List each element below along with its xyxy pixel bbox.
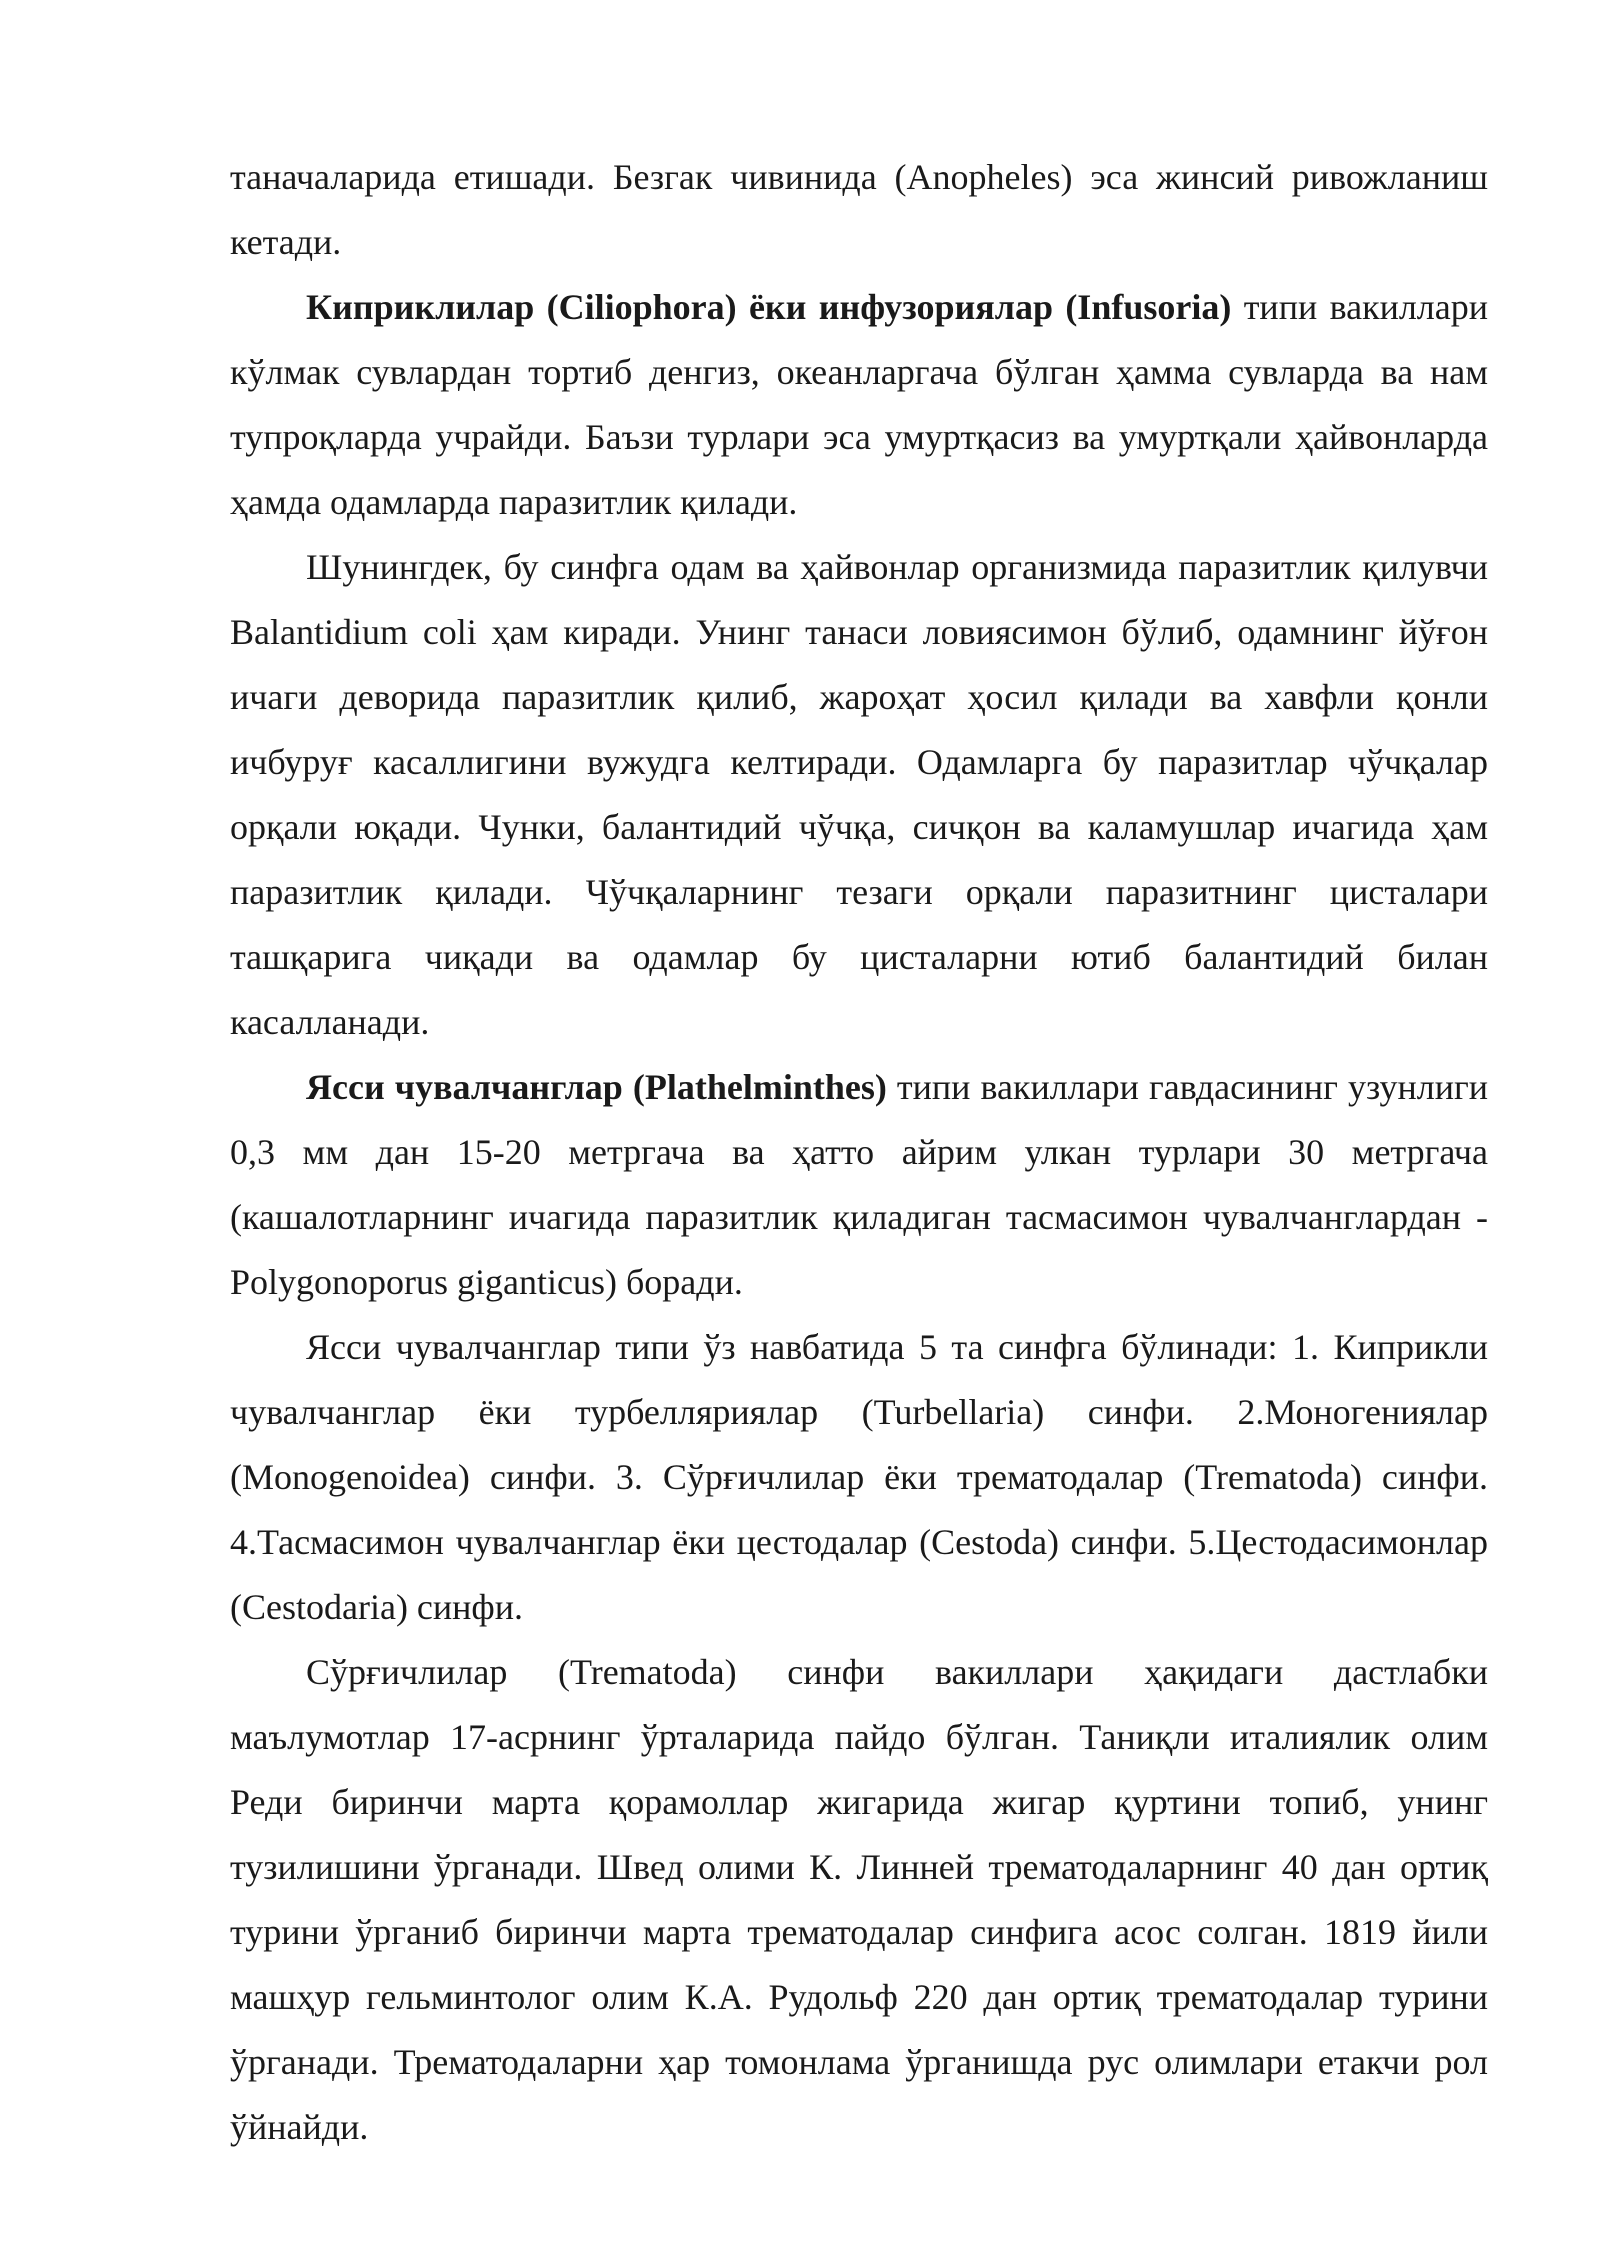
paragraph-text: Шунингдек, бу синфга одам ва ҳайвонлар организмида паразитлик қилувчи Balantidium coli ҳам киради. Унинг танаси ловиясимон бўлиб, одамнинг йўғон ичаги деворида паразитлик қилиб, жароҳат ҳосил қилади ва хавфли қонли ичбуруғ касаллигини вужудга келтиради. Одамларга бу паразитлар чўчқалар орқали юқади. Чунки, балантидий чўчқа, сичқон ва каламушлар ичагида ҳам паразитлик қилади. Чўчқаларнинг тезаги орқали паразитнинг цисталари ташқарига чиқади ва одамлар бу цисталарни ютиб балантидий билан касалланади.	[230, 547, 1488, 1042]
paragraph-4	[230, 1055, 1488, 1315]
paragraph-text: типи вакиллари гавдасининг узунлиги 0,3 мм дан 15-20 метргача ва ҳатто айрим улкан турлари 30 метргача (кашалотларнинг ичагида паразитлик қиладиган тасмасимон чувалчанглардан - Polygonoporus giganticus) боради.	[230, 1067, 1488, 1302]
paragraph-term: Киприклилар (Ciliophora) ёки инфузориялар (Infusoria)	[306, 287, 1232, 327]
document-body	[230, 145, 1488, 2160]
paragraph-6	[230, 1640, 1488, 2160]
paragraph-3	[230, 535, 1488, 1055]
paragraph-text: Ясси чувалчанглар типи ўз навбатида 5 та синфга бўлинади: 1. Киприкли чувалчанглар ёки турбелляриялар (Turbellaria) синфи. 2.Моногениялар (Monogenoidea) синфи. 3. Сўрғичлилар ёки трематодалар (Trematoda) синфи. 4.Тасмасимон чувалчанглар ёки цестодалар (Cestoda) синфи. 5.Цестодасимонлар (Cestodaria) синфи.	[230, 1327, 1488, 1627]
paragraph-1	[230, 145, 1488, 275]
paragraph-text: Сўрғичлилар (Trematoda) синфи вакиллари ҳақидаги дастлабки маълумотлар 17-асрнинг ўрталарида пайдо бўлган. Таниқли италиялик олим Реди биринчи марта қорамоллар жигарида жигар қуртини топиб, унинг тузилишини ўрганади. Швед олими К. Линней трематодаларнинг 40 дан ортиқ турини ўрганиб биринчи марта трематодалар синфига асос солган. 1819 йили машҳур гельминтолог олим К.А. Рудольф 220 дан ортиқ трематодалар турини ўрганади. Трематодаларни ҳар томонлама ўрганишда рус олимлари етакчи рол ўйнайди.	[230, 1652, 1488, 2147]
paragraph-5	[230, 1315, 1488, 1640]
paragraph-2	[230, 275, 1488, 535]
paragraph-term: Ясси чувалчанглар (Plathelminthes)	[306, 1067, 887, 1107]
paragraph-text: типи вакиллари кўлмак сувлардан тортиб денгиз, океанларгача бўлган ҳамма сувларда ва нам тупроқларда учрайди. Баъзи турлари эса умуртқасиз ва умуртқали ҳайвонларда ҳамда одамларда паразитлик қилади.	[230, 287, 1489, 522]
paragraph-text: таначаларида етишади. Безгак чивинида (Anopheles) эса жинсий ривожланиш кетади.	[230, 157, 1488, 262]
